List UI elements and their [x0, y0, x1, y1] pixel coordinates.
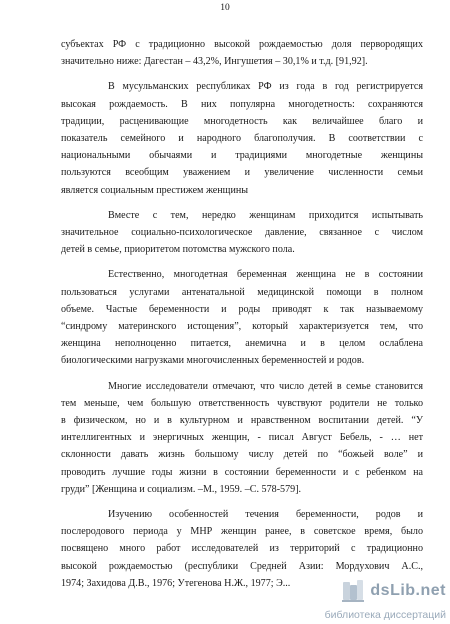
text-line: пользоваться услугами антенатальной медицинской помощи в полном	[61, 286, 423, 298]
paragraph	[61, 266, 423, 369]
text-line: тем меньше, чем большую ответственность чувствуют родители не только	[61, 397, 423, 409]
text-line: является социальным престижем женщины	[61, 184, 249, 196]
text-line: послеродового периода у МНР женщин ранее, в советское время, было	[61, 526, 423, 538]
text-line: Изучению особенностей течения беременности, родов и	[108, 509, 423, 521]
text-line: детей в семье, приоритетом потомства мужского пола.	[61, 244, 295, 256]
text-line: показатель семейного и народного благополучия. В соответствии с	[61, 133, 423, 145]
text-line: Естественно, многодетная беременная женщина не в состоянии	[108, 269, 423, 281]
text-line: в физическом, но и в культурном и нравственном воспитании детей. “У	[61, 415, 423, 427]
text-line: склонности давать жизнь большому числу детей по “божьей воле” и	[61, 449, 423, 461]
text-line: высокая рождаемость. В них популярна многодетность: сохраняются	[61, 98, 423, 110]
text-line: субъектах РФ с традиционно высокой рождаемостью доля первородящих	[61, 39, 423, 50]
text-line: Многие исследователи отмечают, что число детей в семье становится	[108, 380, 423, 392]
text-line: пользуются всеобщим уважением и увеличение численности семьи	[61, 167, 423, 179]
paragraph	[61, 207, 423, 259]
text-line: биологическими нагрузками многочисленных беременностей и родов.	[61, 355, 365, 367]
paragraph	[61, 378, 423, 498]
text-line: проводить лучшие годы жизни в состоянии беременности и с ребенком на	[61, 466, 423, 478]
text-line: значительное социально-психологическое давление, связанное с числом	[61, 227, 423, 239]
watermark-logo-text: dsLib.net	[370, 582, 446, 599]
text-line: груди” [Женщина и социализм. –М., 1959. –С. 578-579].	[61, 483, 302, 495]
watermark-logo	[340, 578, 446, 604]
text-line: высокой рождаемостью (республики Средней Азии: Мордухович А.С.,	[61, 560, 423, 572]
text-line: женщина неполноценно питается, анемична и в целом ослаблена	[61, 338, 423, 350]
text-line: Вместе с тем, нередко женщинам приходится испытывать	[108, 209, 423, 221]
paragraph	[61, 78, 423, 198]
text-line: объеме. Частые беременности и роды приводят к так называемому	[61, 303, 423, 315]
text-line: В мусульманских республиках РФ из года в год регистрируется	[108, 81, 423, 93]
text-line: “синдрому материнского истощения”, который характеризуется тем, что	[61, 321, 423, 333]
watermark[interactable]	[325, 578, 446, 621]
page-number: 10	[220, 3, 230, 13]
text-line: интеллигентных и энергичных женщин, - писал Август Бебель, - … нет	[61, 432, 423, 444]
text-line: посвящено много работ исследователей из территорий с традиционно	[61, 543, 423, 555]
paragraph	[61, 36, 423, 70]
text-line: традиции, расценивающие многодетность как величайшее благо и	[61, 115, 423, 127]
page-body	[61, 36, 423, 600]
text-line: 1974; Захидова Д.В., 1976; Утегенова Н.Ж., 1977; Э...	[61, 577, 291, 589]
book-stack-icon	[340, 578, 366, 604]
text-line: национальными обычаями и традициями многодетные женщины	[61, 150, 423, 162]
watermark-subtitle: библиотека диссертаций	[324, 609, 446, 621]
text-line: значительно ниже: Дагестан – 43,2%, Ингушетия – 30,1% и т.д. [91,92].	[61, 56, 368, 68]
